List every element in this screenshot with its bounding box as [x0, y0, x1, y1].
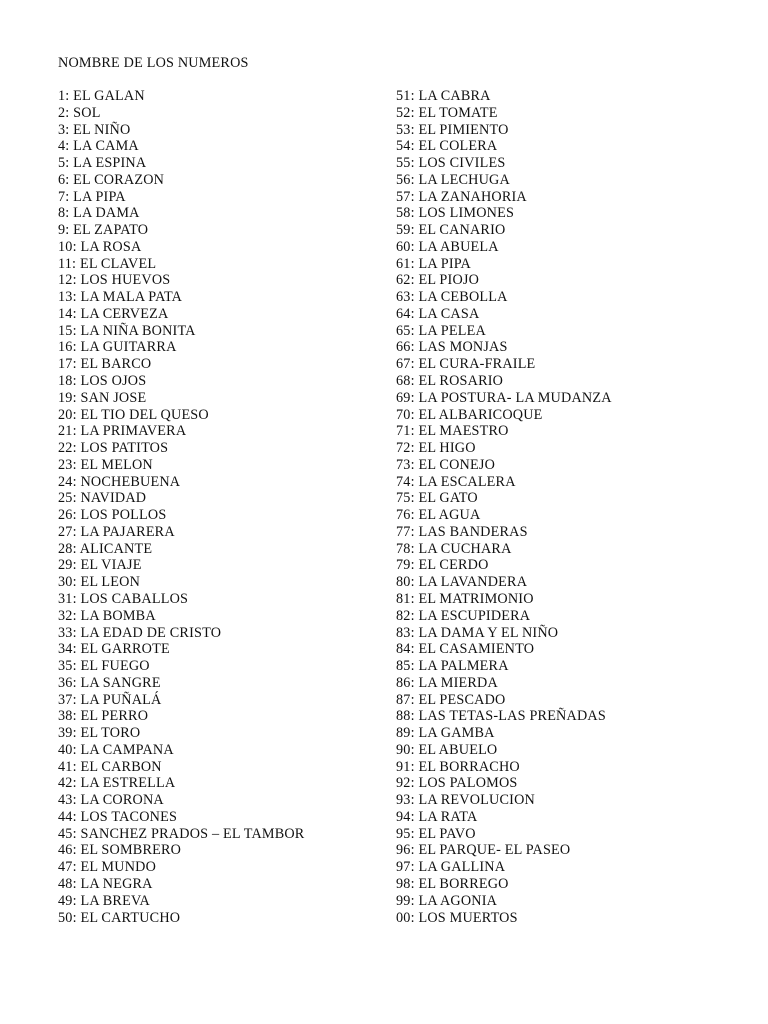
list-item: 86: LA MIERDA: [396, 674, 498, 691]
list-item: 89: LA GAMBA: [396, 725, 495, 742]
list-item: 1: EL GALAN: [58, 88, 145, 104]
list-item: 43: LA CORONA: [58, 792, 164, 809]
list-item: 70: EL ALBARICOQUE: [396, 406, 543, 423]
list-item: 83: LA DAMA Y EL NIÑO: [396, 624, 559, 641]
list-item: 76: EL AGUA: [396, 507, 481, 524]
list-item: 18: LOS OJOS: [58, 373, 147, 390]
list-item: 88: LAS TETAS-LAS PREÑADAS: [396, 708, 606, 725]
list-item: 3: EL NIÑO: [58, 121, 131, 138]
list-item: 33: LA EDAD DE CRISTO: [58, 624, 222, 641]
list-item: 34: EL GARROTE: [58, 641, 170, 658]
list-item: 15: LA NIÑA BONITA: [58, 322, 196, 339]
list-item: 82: LA ESCUPIDERA: [396, 607, 531, 624]
list-item: 71: EL MAESTRO: [396, 423, 509, 440]
list-item: 64: LA CASA: [396, 305, 480, 322]
list-item: 59: EL CANARIO: [396, 222, 506, 239]
list-item: 97: LA GALLINA: [396, 859, 506, 876]
list-item: 37: LA PUÑALÁ: [58, 691, 162, 708]
list-item: 87: EL PESCADO: [396, 691, 506, 708]
list-item: 69: LA POSTURA- LA MUDANZA: [396, 389, 612, 406]
list-item: 99: LA AGONIA: [396, 892, 498, 909]
list-item: 95: EL PAVO: [396, 825, 476, 842]
list-item: 66: LAS MONJAS: [396, 339, 508, 356]
list-item: 23: EL MELON: [58, 456, 153, 473]
list-item: 17: EL BARCO: [58, 356, 152, 373]
list-item: 16: LA GUITARRA: [58, 339, 177, 356]
list-item: 57: LA ZANAHORIA: [396, 188, 527, 205]
list-item: 52: EL TOMATE: [396, 104, 498, 121]
list-item: 47: EL MUNDO: [58, 859, 157, 876]
list-item: 12: LOS HUEVOS: [58, 272, 171, 289]
list-item: 54: EL COLERA: [396, 138, 498, 155]
list-item: 19: SAN JOSE: [58, 389, 147, 406]
right-number-list: [396, 88, 612, 926]
list-item: 90: EL ABUELO: [396, 741, 498, 758]
list-item: 26: LOS POLLOS: [58, 507, 167, 524]
list-item: 42: LA ESTRELLA: [58, 775, 176, 792]
list-item: 78: LA CUCHARA: [396, 540, 512, 557]
list-item: 7: LA PIPA: [58, 188, 126, 205]
list-item: 85: LA PALMERA: [396, 658, 509, 675]
list-item: 92: LOS PALOMOS: [396, 775, 518, 792]
list-item: 84: EL CASAMIENTO: [396, 641, 535, 658]
list-item: 98: EL BORREGO: [396, 875, 509, 892]
list-item: 30: EL LEON: [58, 574, 141, 591]
list-item: 36: LA SANGRE: [58, 674, 161, 691]
list-item: 62: EL PIOJO: [396, 272, 480, 289]
list-item: 20: EL TIO DEL QUESO: [58, 406, 209, 423]
list-item: 65: LA PELEA: [396, 322, 486, 339]
list-item: 68: EL ROSARIO: [396, 373, 504, 390]
list-item: 53: EL PIMIENTO: [396, 121, 509, 138]
list-item: 49: LA BREVA: [58, 892, 151, 909]
list-item: 38: EL PERRO: [58, 708, 149, 725]
list-item: 61: LA PIPA: [396, 255, 471, 272]
list-item: 2: SOL: [58, 104, 101, 121]
list-item: 94: LA RATA: [396, 808, 478, 825]
list-item: 73: EL CONEJO: [396, 456, 496, 473]
list-item: 51: LA CABRA: [396, 88, 491, 104]
list-item: 77: LAS BANDERAS: [396, 523, 528, 540]
list-item: 40: LA CAMPANA: [58, 741, 174, 758]
list-item: 24: NOCHEBUENA: [58, 473, 181, 490]
list-item: 4: LA CAMA: [58, 138, 139, 155]
list-item: 5: LA ESPINA: [58, 155, 147, 172]
list-item: 91: EL BORRACHO: [396, 758, 520, 775]
list-item: 25: NAVIDAD: [58, 490, 147, 507]
list-item: 27: LA PAJARERA: [58, 523, 175, 540]
list-item: 60: LA ABUELA: [396, 238, 499, 255]
list-item: 8: LA DAMA: [58, 205, 140, 222]
list-item: 55: LOS CIVILES: [396, 155, 506, 172]
list-item: 29: EL VIAJE: [58, 557, 142, 574]
list-item: 74: LA ESCALERA: [396, 473, 516, 490]
list-item: 79: EL CERDO: [396, 557, 489, 574]
list-item: 96: EL PARQUE- EL PASEO: [396, 842, 571, 859]
list-item: 75: EL GATO: [396, 490, 478, 507]
list-item: 56: LA LECHUGA: [396, 171, 510, 188]
list-item: 13: LA MALA PATA: [58, 289, 183, 306]
list-item: 80: LA LAVANDERA: [396, 574, 528, 591]
list-item: 67: EL CURA-FRAILE: [396, 356, 536, 373]
list-item: 22: LOS PATITOS: [58, 440, 169, 457]
list-item: 14: LA CERVEZA: [58, 305, 169, 322]
list-item: 41: EL CARBON: [58, 758, 162, 775]
list-item: 48: LA NEGRA: [58, 875, 153, 892]
list-item: 81: EL MATRIMONIO: [396, 590, 534, 607]
list-item: 45: SANCHEZ PRADOS – EL TAMBOR: [58, 825, 305, 842]
list-item: 6: EL CORAZON: [58, 171, 165, 188]
list-item: 58: LOS LIMONES: [396, 205, 515, 222]
list-item: 00: LOS MUERTOS: [396, 909, 518, 926]
list-item: 93: LA REVOLUCION: [396, 792, 535, 809]
list-item: 32: LA BOMBA: [58, 607, 156, 624]
list-item: 35: EL FUEGO: [58, 658, 150, 675]
list-item: 50: EL CARTUCHO: [58, 909, 181, 926]
list-item: 44: LOS TACONES: [58, 808, 178, 825]
list-item: 72: EL HIGO: [396, 440, 476, 457]
list-item: 28: ALICANTE: [58, 540, 153, 557]
left-number-list: [58, 88, 304, 926]
list-item: 46: EL SOMBRERO: [58, 842, 182, 859]
list-item: 11: EL CLAVEL: [58, 255, 157, 272]
list-item: 63: LA CEBOLLA: [396, 289, 508, 306]
list-item: 10: LA ROSA: [58, 238, 142, 255]
list-item: 39: EL TORO: [58, 725, 141, 742]
list-item: 21: LA PRIMAVERA: [58, 423, 187, 440]
list-item: 31: LOS CABALLOS: [58, 590, 189, 607]
list-item: 9: EL ZAPATO: [58, 222, 149, 239]
document-title: NOMBRE DE LOS NUMEROS: [58, 55, 249, 71]
